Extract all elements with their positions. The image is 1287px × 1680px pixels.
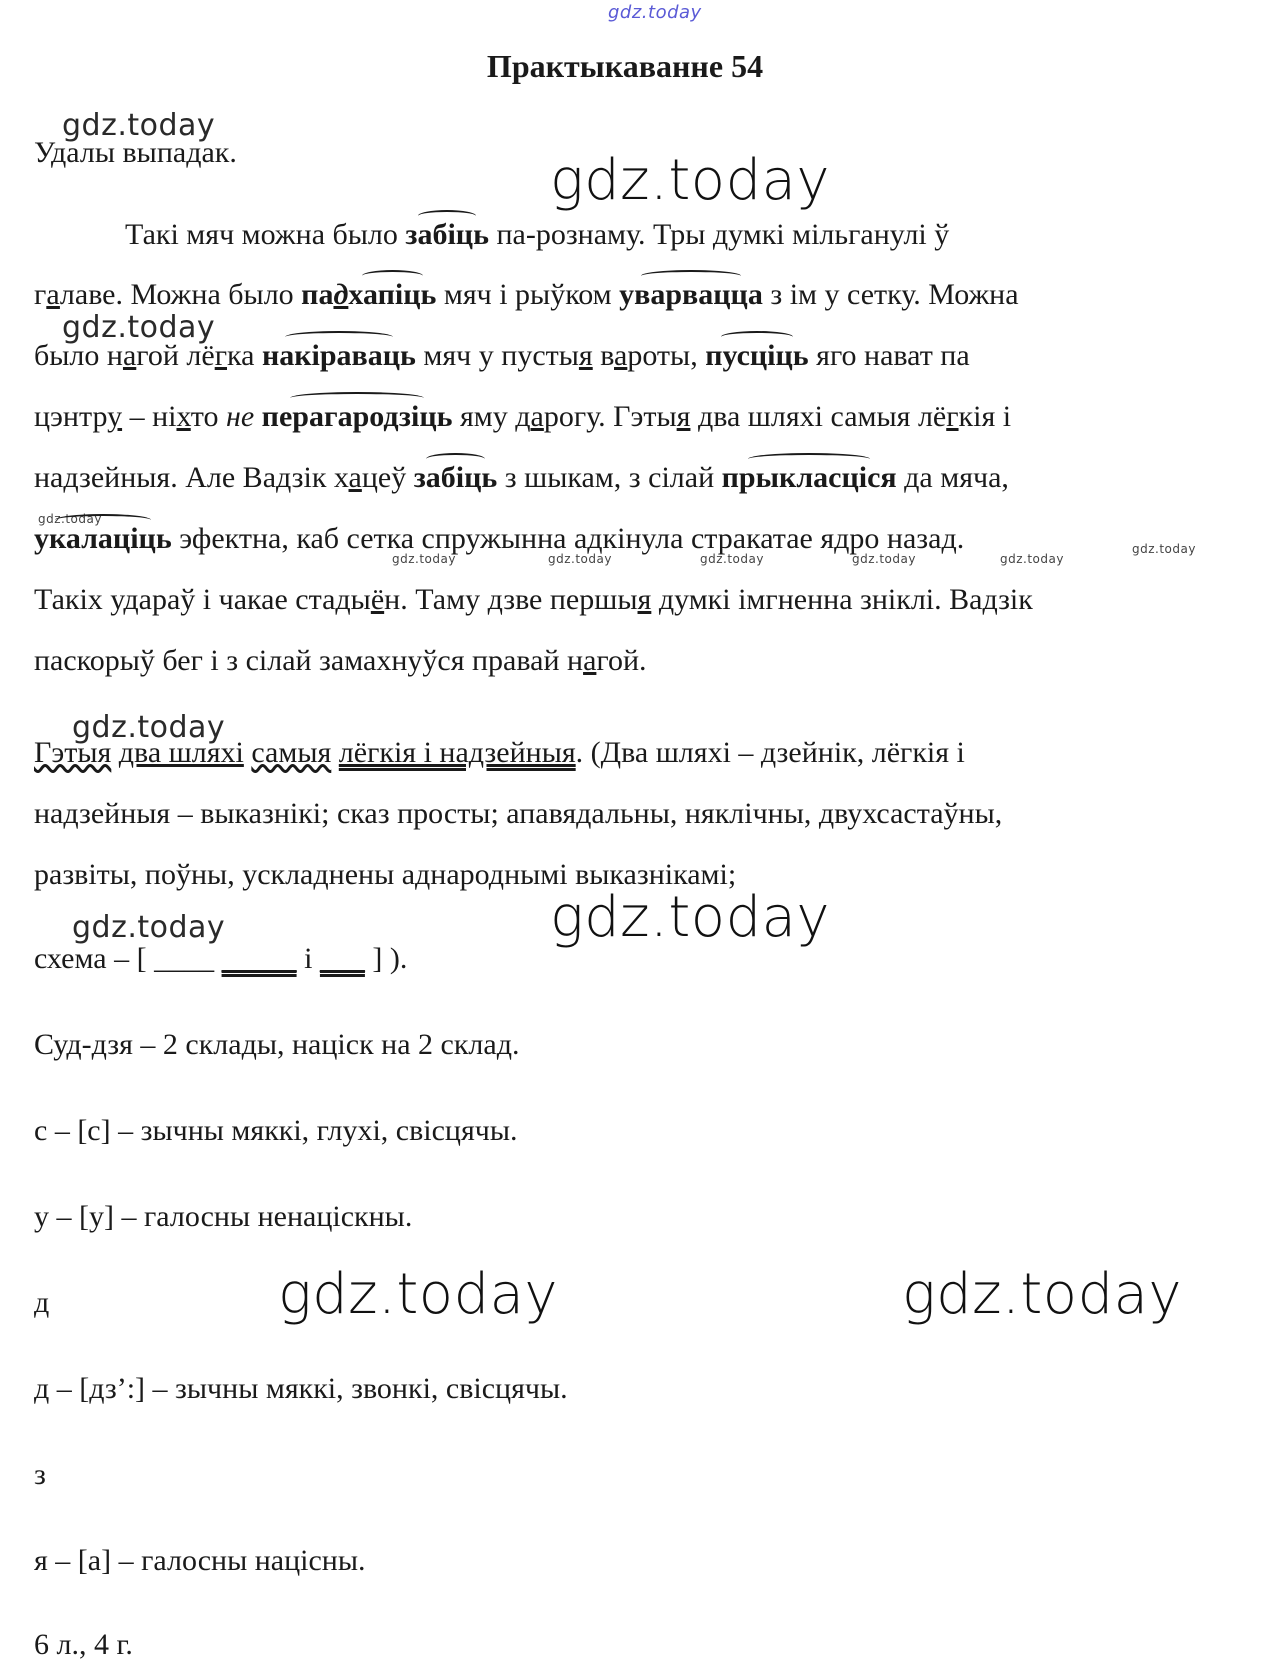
watermark: gdz.today	[550, 885, 831, 950]
text-line-7: Такіх удараў і чакае стадыён. Таму дзве першыя думкі імгненна зніклі. Вадзік	[34, 583, 1033, 616]
watermark: gdz.today	[278, 1262, 559, 1327]
watermark: gdz.today	[700, 552, 764, 566]
watermark: gdz.today	[852, 552, 916, 566]
page-title: Практыкаванне 54	[486, 48, 764, 84]
analysis-line-3: развіты, поўны, ускладнены аднароднымі выказнікамі;	[34, 858, 737, 891]
watermark: gdz.today	[38, 512, 102, 526]
watermark: gdz.today	[72, 710, 226, 745]
analysis-line-1: Гэтыя два шляхі самыя лёгкія і надзейныя. (Два шляхі – дзейнік, лёгкія і	[34, 736, 965, 769]
syllable-line: Суд-дзя – 2 склады, націск на 2 склад.	[34, 1028, 520, 1061]
analysis-line-2: надзейныя – выказнікі; сказ просты; апавядальны, няклічны, двухсастаўны,	[34, 797, 1003, 830]
watermark: gdz.today	[902, 1262, 1183, 1327]
phonetic-line: я – [а] – галосны націсны.	[34, 1544, 366, 1577]
watermark: gdz.today	[1132, 542, 1196, 556]
phonetic-line: д	[34, 1286, 50, 1319]
watermark: gdz.today	[1000, 552, 1064, 566]
text-line-6: укалаціць эфектна, каб сетка спружынна адкінула стракатае ядро назад.	[34, 522, 965, 555]
phonetic-line: д – [дз’:] – зычны мяккі, звонкі, свісцячы.	[34, 1372, 568, 1405]
watermark: gdz.today	[72, 910, 226, 945]
watermark: gdz.today	[62, 108, 216, 143]
sentence-schema: схема – [ ____ _____ і ___ ] ).	[34, 942, 408, 975]
text-line-3: было нагой лёгка накіраваць мяч у пустыя вароты, пусціць яго нават па	[34, 339, 970, 372]
watermark: gdz.today	[550, 148, 831, 213]
text-line-5: надзейныя. Але Вадзік хацеў забіць з шыкам, з сілай прыкласціся да мяча,	[34, 461, 1009, 494]
watermark: gdz.today	[392, 552, 456, 566]
text-line-1: Такі мяч можна было забіць па-рознаму. Тры думкі мільганулі ў	[125, 218, 950, 251]
text-line-8: паскорыў бег і з сілай замахнуўся правай нагой.	[34, 644, 647, 677]
watermark: gdz.today	[548, 552, 612, 566]
phonetic-line: с – [с] – зычны мяккі, глухі, свісцячы.	[34, 1114, 518, 1147]
watermark: gdz.today	[62, 310, 216, 345]
text-line-4: цэнтру – ніхто не перагародзіць яму дарогу. Гэтыя два шляхі самыя лёгкія і	[34, 400, 1012, 433]
text-title: Удалы выпадак.	[34, 136, 237, 169]
phonetic-line: у – [у] – галосны ненаціскны.	[34, 1200, 413, 1233]
watermark-top: gdz.today	[608, 2, 702, 23]
phonetic-line: з	[34, 1458, 46, 1491]
letter-sound-count: 6 л., 4 г.	[34, 1628, 133, 1661]
text-line-2: галаве. Можна было падхапіць мяч і рыўком уварвацца з ім у сетку. Можна	[34, 278, 1019, 311]
